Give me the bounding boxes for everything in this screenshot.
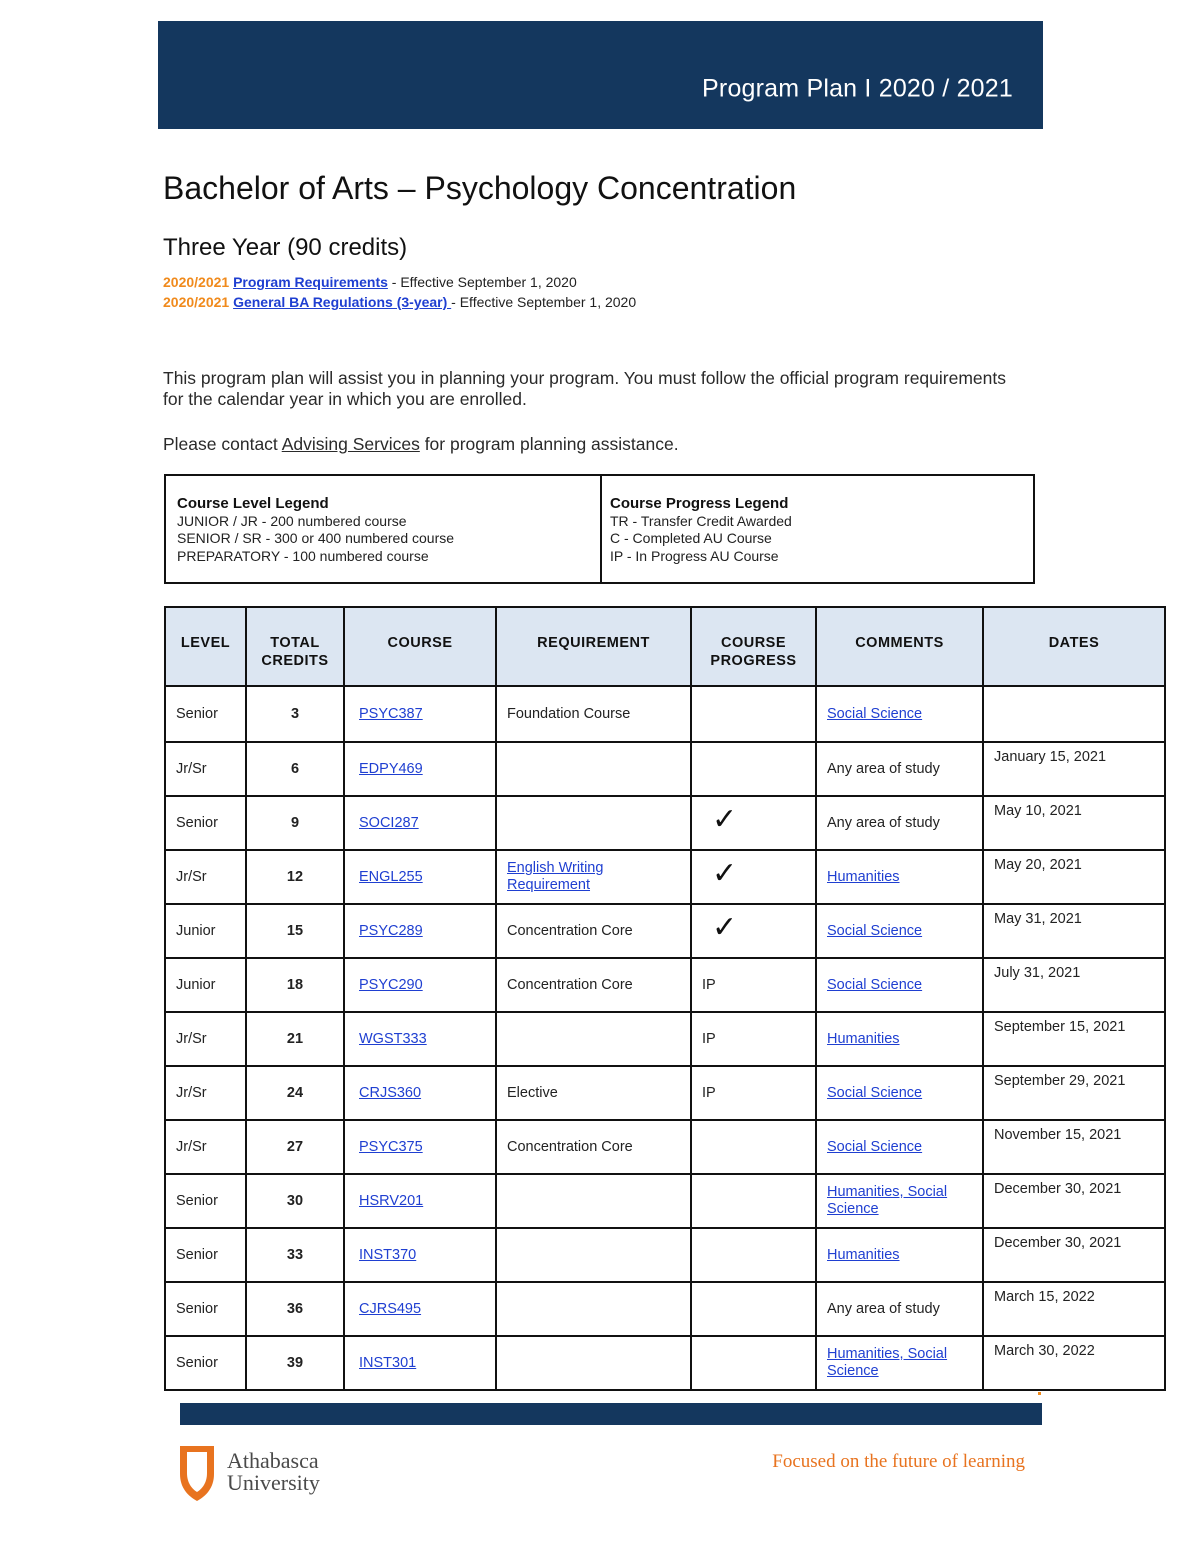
- course-link[interactable]: PSYC375: [359, 1139, 423, 1155]
- requirement-year: 2020/2021: [163, 274, 230, 290]
- cell-course-progress: [691, 1012, 816, 1066]
- cell-requirement: [496, 686, 691, 742]
- cell-total-credits: 18: [246, 958, 344, 1012]
- contact-post: for program planning assistance.: [419, 434, 679, 454]
- cell-total-credits: 30: [246, 1174, 344, 1228]
- table-row: [165, 1282, 1165, 1336]
- cell-dates: November 15, 2021: [983, 1120, 1165, 1174]
- cell-dates: September 29, 2021: [983, 1066, 1165, 1120]
- contact-pre: Please contact: [163, 434, 282, 454]
- cell-total-credits: 9: [246, 796, 344, 850]
- requirement-text: Concentration Core: [507, 922, 633, 939]
- table-row: [165, 686, 1165, 742]
- cell-comments: [816, 850, 983, 904]
- cell-dates: March 30, 2022: [983, 1336, 1165, 1390]
- cell-comments: [816, 1228, 983, 1282]
- table-body: [165, 686, 1165, 1390]
- cell-level: Jr/Sr: [165, 1012, 246, 1066]
- course-link[interactable]: PSYC289: [359, 923, 423, 939]
- comment-link[interactable]: Humanities, Social Science: [827, 1184, 948, 1217]
- cell-course: [344, 1174, 496, 1228]
- table-row: [165, 850, 1165, 904]
- cell-course-progress: [691, 1174, 816, 1228]
- header-band: [158, 21, 1043, 129]
- cell-level: Senior: [165, 1336, 246, 1390]
- logo-line-1: Athabasca: [227, 1448, 319, 1473]
- legend-line: C - Completed AU Course: [610, 530, 772, 546]
- cell-course: [344, 1012, 496, 1066]
- contact-line: [163, 434, 679, 455]
- comment-link[interactable]: Humanities: [827, 1246, 900, 1263]
- cell-requirement: [496, 1174, 691, 1228]
- header-title: Program Plan I 2020 / 2021: [702, 74, 1013, 103]
- cell-total-credits: 39: [246, 1336, 344, 1390]
- comment-link[interactable]: Social Science: [827, 705, 923, 722]
- cell-dates: September 15, 2021: [983, 1012, 1165, 1066]
- cell-course-progress: [691, 904, 816, 958]
- course-link[interactable]: INST370: [359, 1247, 417, 1263]
- course-link[interactable]: EDPY469: [359, 761, 423, 777]
- course-link[interactable]: PSYC387: [359, 706, 423, 722]
- cell-requirement: [496, 958, 691, 1012]
- requirement-text: Concentration Core: [507, 1138, 633, 1155]
- requirement-text: Elective: [507, 1084, 558, 1101]
- cell-course: [344, 958, 496, 1012]
- table-row: [165, 904, 1165, 958]
- table-row: [165, 1174, 1165, 1228]
- cell-level: Senior: [165, 1174, 246, 1228]
- cell-total-credits: 36: [246, 1282, 344, 1336]
- progress-status: IP: [702, 1031, 716, 1047]
- cell-dates: May 10, 2021: [983, 796, 1165, 850]
- comment-text: Any area of study: [827, 760, 940, 777]
- table-row: [165, 1228, 1165, 1282]
- advising-services-link[interactable]: Advising Services: [281, 434, 420, 454]
- comment-link[interactable]: Humanities: [827, 1030, 900, 1047]
- cell-comments: [816, 1120, 983, 1174]
- progress-status: IP: [702, 977, 716, 993]
- cell-comments: [816, 1012, 983, 1066]
- cell-dates: May 31, 2021: [983, 904, 1165, 958]
- footer-band: [180, 1403, 1042, 1425]
- cell-course: [344, 904, 496, 958]
- course-progress-legend: [600, 476, 1033, 582]
- header-course: COURSE: [344, 607, 496, 686]
- cell-comments: [816, 796, 983, 850]
- table-row: [165, 1012, 1165, 1066]
- cell-level: Jr/Sr: [165, 1120, 246, 1174]
- legend-line: JUNIOR / JR - 200 numbered course: [177, 512, 407, 529]
- cell-requirement: [496, 1012, 691, 1066]
- cell-course-progress: [691, 958, 816, 1012]
- comment-link[interactable]: Humanities, Social Science: [827, 1346, 948, 1379]
- cell-course: [344, 1120, 496, 1174]
- cell-course-progress: [691, 686, 816, 742]
- legend-box: [164, 474, 1035, 584]
- cell-comments: [816, 1282, 983, 1336]
- cell-dates: December 30, 2021: [983, 1174, 1165, 1228]
- cell-course: [344, 1066, 496, 1120]
- cell-course-progress: [691, 1066, 816, 1120]
- course-link[interactable]: CRJS360: [359, 1085, 422, 1101]
- requirement-text: Concentration Core: [507, 976, 633, 993]
- requirement-effective: - Effective September 1, 2020: [451, 294, 637, 310]
- cell-total-credits: 33: [246, 1228, 344, 1282]
- cell-course: [344, 686, 496, 742]
- cell-course: [344, 850, 496, 904]
- page-subtitle: Three Year (90 credits): [163, 234, 408, 261]
- footer-tagline: Focused on the future of learning: [772, 1451, 1025, 1472]
- table-row: [165, 796, 1165, 850]
- requirement-text: Foundation Course: [507, 705, 631, 722]
- course-link[interactable]: CJRS495: [359, 1301, 422, 1317]
- cell-course-progress: [691, 796, 816, 850]
- cell-level: Jr/Sr: [165, 850, 246, 904]
- cell-level: Jr/Sr: [165, 742, 246, 796]
- cell-comments: [816, 1066, 983, 1120]
- comment-text: Any area of study: [827, 814, 940, 831]
- cell-dates: [983, 686, 1165, 742]
- cell-comments: [816, 686, 983, 742]
- cell-comments: [816, 904, 983, 958]
- cell-total-credits: 24: [246, 1066, 344, 1120]
- cell-level: Junior: [165, 904, 246, 958]
- cell-requirement: [496, 1066, 691, 1120]
- comment-link[interactable]: Social Science: [827, 1084, 923, 1101]
- header-dates: DATES: [983, 607, 1165, 686]
- header-comments: COMMENTS: [816, 607, 983, 686]
- cell-comments: [816, 1174, 983, 1228]
- cell-total-credits: 15: [246, 904, 344, 958]
- cell-course: [344, 1282, 496, 1336]
- cell-course-progress: [691, 742, 816, 796]
- table-row: [165, 742, 1165, 796]
- cell-total-credits: 12: [246, 850, 344, 904]
- table-row: [165, 1120, 1165, 1174]
- cell-level: Senior: [165, 686, 246, 742]
- cell-level: Junior: [165, 958, 246, 1012]
- cell-comments: [816, 1336, 983, 1390]
- course-link[interactable]: HSRV201: [359, 1193, 424, 1209]
- cell-dates: May 20, 2021: [983, 850, 1165, 904]
- requirement-line-2: [163, 294, 636, 310]
- cell-requirement: [496, 1120, 691, 1174]
- legend-line: IP - In Progress AU Course: [610, 547, 779, 564]
- cell-comments: [816, 742, 983, 796]
- cell-dates: July 31, 2021: [983, 958, 1165, 1012]
- table-header-row: [165, 607, 1165, 686]
- course-link[interactable]: SOCI287: [359, 815, 419, 831]
- cell-requirement: [496, 850, 691, 904]
- cell-level: Senior: [165, 796, 246, 850]
- comment-link[interactable]: Humanities: [827, 868, 900, 885]
- cell-comments: [816, 958, 983, 1012]
- cell-course-progress: [691, 1282, 816, 1336]
- course-link[interactable]: ENGL255: [359, 869, 423, 885]
- comment-link[interactable]: Social Science: [827, 922, 923, 939]
- course-level-legend: [166, 476, 600, 582]
- table-row: [165, 958, 1165, 1012]
- table-row: [165, 1336, 1165, 1390]
- requirement-year: 2020/2021: [163, 294, 230, 310]
- ba-regulations-link[interactable]: General BA Regulations (3-year): [233, 294, 452, 310]
- cell-requirement: [496, 1282, 691, 1336]
- footer-dot: [1038, 1392, 1041, 1395]
- legend-line: PREPARATORY - 100 numbered course: [177, 547, 429, 564]
- comment-link[interactable]: Social Science: [827, 1138, 923, 1155]
- cell-dates: March 15, 2022: [983, 1282, 1165, 1336]
- course-link[interactable]: WGST333: [359, 1031, 427, 1047]
- cell-level: Jr/Sr: [165, 1066, 246, 1120]
- comment-link[interactable]: Social Science: [827, 976, 923, 993]
- cell-dates: January 15, 2021: [983, 742, 1165, 796]
- checkmark-icon: ✓: [712, 803, 738, 836]
- header-course-progress: COURSE PROGRESS: [691, 607, 816, 686]
- cell-requirement: [496, 796, 691, 850]
- cell-course: [344, 742, 496, 796]
- cell-course: [344, 1228, 496, 1282]
- cell-course: [344, 1336, 496, 1390]
- university-logo-text: [227, 1450, 320, 1494]
- program-requirements-link[interactable]: Program Requirements: [233, 274, 388, 290]
- cell-course-progress: [691, 1228, 816, 1282]
- cell-level: Senior: [165, 1228, 246, 1282]
- legend-title: Course Progress Legend: [610, 495, 789, 512]
- cell-dates: December 30, 2021: [983, 1228, 1165, 1282]
- cell-total-credits: 3: [246, 686, 344, 742]
- cell-total-credits: 6: [246, 742, 344, 796]
- cell-requirement: [496, 904, 691, 958]
- cell-course-progress: [691, 1336, 816, 1390]
- comment-text: Any area of study: [827, 1300, 940, 1317]
- cell-requirement: [496, 1336, 691, 1390]
- table-row: [165, 1066, 1165, 1120]
- requirement-link[interactable]: English Writing Requirement: [507, 860, 604, 893]
- header-requirement: REQUIREMENT: [496, 607, 691, 686]
- program-plan-table: [164, 606, 1166, 1391]
- checkmark-icon: ✓: [712, 911, 738, 944]
- intro-paragraph: This program plan will assist you in planning your program. You must follow the official program requirements for the calendar year in which you are enrolled.: [163, 368, 1006, 409]
- checkmark-icon: ✓: [712, 857, 738, 890]
- cell-requirement: [496, 1228, 691, 1282]
- course-link[interactable]: PSYC290: [359, 977, 423, 993]
- legend-title: Course Level Legend: [177, 495, 329, 512]
- logo-line-2: University: [227, 1470, 320, 1495]
- cell-course: [344, 796, 496, 850]
- course-link[interactable]: INST301: [359, 1355, 417, 1371]
- cell-level: Senior: [165, 1282, 246, 1336]
- page-title: Bachelor of Arts – Psychology Concentration: [163, 170, 797, 206]
- cell-course-progress: [691, 1120, 816, 1174]
- legend-line: TR - Transfer Credit Awarded: [610, 512, 792, 529]
- cell-total-credits: 21: [246, 1012, 344, 1066]
- progress-status: IP: [702, 1085, 716, 1101]
- header-total-credits: TOTAL CREDITS: [246, 607, 344, 686]
- cell-course-progress: [691, 850, 816, 904]
- cell-requirement: [496, 742, 691, 796]
- requirement-effective: - Effective September 1, 2020: [387, 274, 577, 290]
- legend-line: SENIOR / SR - 300 or 400 numbered course: [177, 530, 455, 546]
- requirement-line-1: [163, 274, 577, 290]
- cell-total-credits: 27: [246, 1120, 344, 1174]
- header-level: LEVEL: [165, 607, 246, 686]
